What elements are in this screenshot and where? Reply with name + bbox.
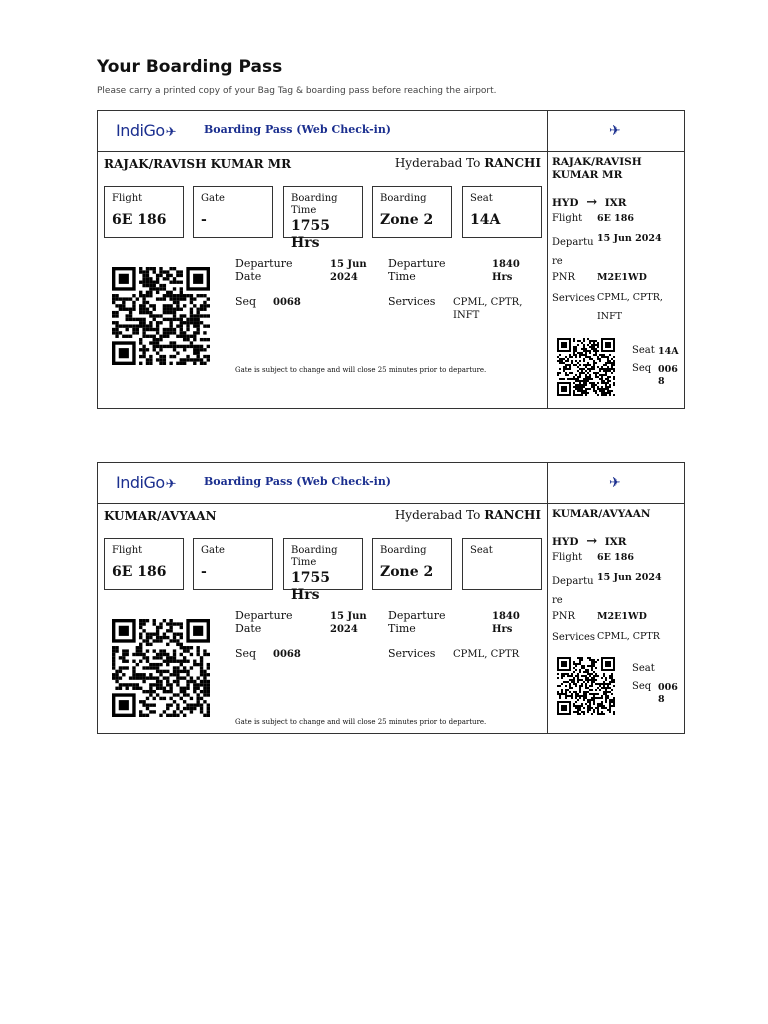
plane-icon: ✈ (165, 125, 177, 140)
stub-passenger-name: RAJAK/RAVISH KUMAR MR (552, 156, 642, 181)
arrow-right-icon: → (586, 195, 598, 210)
pass-stub (547, 111, 684, 408)
pass-main-section (98, 111, 548, 408)
stub-seq-value: 0068 (658, 364, 678, 387)
plane-icon: ✈ (609, 475, 621, 491)
departure-time-value: 1840 Hrs (492, 611, 520, 635)
departure-date-label: Departure Date (235, 257, 293, 283)
stub-qr-code (557, 657, 615, 715)
stub-seq-value: 0068 (658, 682, 678, 705)
gate-note: Gate is subject to change and will close 25 minutes prior to departure. (235, 366, 487, 374)
route: Hyderabad To RANCHI (394, 156, 541, 170)
plane-icon: ✈ (165, 477, 177, 492)
services-value: CPML, CPTR, INFT (453, 297, 523, 321)
boarding-pass-2 (97, 462, 685, 734)
seq-label: Seq (235, 295, 257, 308)
page-subtitle: Please carry a printed copy of your Bag Tag & boarding pass before reaching the airport. (97, 86, 497, 96)
seq-value: 0068 (273, 649, 301, 660)
departure-time-value: 1840 Hrs (492, 259, 520, 283)
boarding-time-box: Boarding Time 1755 Hrs (283, 538, 363, 590)
stub-seat-value: 14A (658, 346, 679, 357)
boarding-zone-box: Boarding Zone 2 (372, 538, 452, 590)
seat-box: Seat 14A (462, 186, 542, 238)
flight-box: Flight 6E 186 (104, 186, 184, 238)
boarding-pass-1 (97, 110, 685, 409)
services-label: Services (388, 295, 436, 308)
gate-box: Gate - (193, 538, 273, 590)
stub-pnr-label: PNR (552, 611, 576, 622)
plane-icon: ✈ (609, 123, 621, 139)
page-title: Your Boarding Pass (97, 57, 283, 77)
stub-flight-label: Flight (552, 552, 583, 563)
stub-seat-label: Seat (632, 345, 655, 356)
stub-pnr-value: M2E1WD (597, 272, 647, 283)
indigo-logo: IndiGo✈ (116, 121, 177, 140)
stub-header (547, 463, 684, 504)
stub-seq-label: Seq (632, 363, 652, 374)
pass-stub (547, 463, 684, 733)
pass-header-title: Boarding Pass (Web Check-in) (204, 475, 392, 488)
pass-header (98, 463, 547, 504)
services-value: CPML, CPTR (453, 649, 520, 660)
flight-box: Flight 6E 186 (104, 538, 184, 590)
stub-departure-label: Departure (552, 237, 594, 267)
pass-header (98, 111, 547, 152)
stub-route: HYD → IXR (552, 534, 627, 549)
departure-date-value: 15 Jun 2024 (330, 611, 367, 635)
stub-qr-code (557, 338, 615, 396)
arrow-right-icon: → (586, 534, 598, 549)
seq-label: Seq (235, 647, 257, 660)
stub-services-value: CPML, CPTR (597, 631, 660, 642)
indigo-logo: IndiGo✈ (116, 473, 177, 492)
stub-services-label: Services (552, 632, 596, 643)
gate-note: Gate is subject to change and will close 25 minutes prior to departure. (235, 718, 487, 726)
stub-seat-label: Seat (632, 663, 655, 674)
seat-box: Seat (462, 538, 542, 590)
passenger-name: RAJAK/RAVISH KUMAR MR (104, 157, 292, 171)
departure-time-label: Departure Time (388, 257, 446, 283)
stub-departure-value: 15 Jun 2024 (597, 233, 662, 244)
seq-value: 0068 (273, 297, 301, 308)
pass-header-title: Boarding Pass (Web Check-in) (204, 123, 392, 136)
boarding-zone-box: Boarding Zone 2 (372, 186, 452, 238)
stub-departure-label: Departure (552, 576, 594, 606)
stub-route: HYD → IXR (552, 195, 627, 210)
route: Hyderabad To RANCHI (394, 508, 541, 522)
services-label: Services (388, 647, 436, 660)
gate-box: Gate - (193, 186, 273, 238)
stub-seq-label: Seq (632, 681, 652, 692)
boarding-time-box: Boarding Time 1755 Hrs (283, 186, 363, 238)
departure-date-label: Departure Date (235, 609, 293, 635)
pass-main-section (98, 463, 548, 733)
departure-date-value: 15 Jun 2024 (330, 259, 367, 283)
qr-code (112, 619, 210, 717)
stub-header (547, 111, 684, 152)
departure-time-label: Departure Time (388, 609, 446, 635)
qr-code (112, 267, 210, 365)
stub-services-label: Services (552, 293, 596, 304)
stub-flight-label: Flight (552, 213, 583, 224)
stub-flight-value: 6E 186 (597, 213, 634, 224)
stub-passenger-name: KUMAR/AVYAAN (552, 508, 651, 520)
stub-pnr-label: PNR (552, 272, 576, 283)
stub-flight-value: 6E 186 (597, 552, 634, 563)
stub-pnr-value: M2E1WD (597, 611, 647, 622)
passenger-name: KUMAR/AVYAAN (104, 509, 217, 523)
stub-departure-value: 15 Jun 2024 (597, 572, 662, 583)
stub-services-value: CPML, CPTR, INFT (597, 292, 663, 322)
